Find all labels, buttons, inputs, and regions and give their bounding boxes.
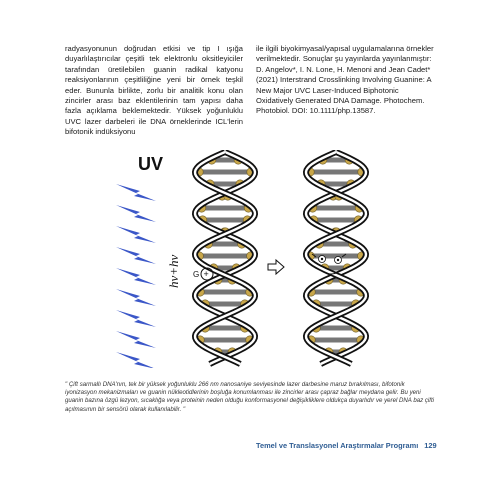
dna-figure <box>110 150 400 368</box>
uv-arrow-icon <box>116 289 156 306</box>
uv-arrow-icon <box>116 310 156 327</box>
uv-label: UV <box>138 154 164 174</box>
uv-arrow-icon <box>116 268 156 285</box>
figure-caption: " Çift sarmallı DNA'nın, tek bir yüksek yoğunluklu 266 nm nanosaniye seviyesinde lazer darbesine maruz bırakılması, bifotonik iyonizasyon mekanizmaları ve guanin nükleotidlerinin boşluğa konumlanması ile zincirler arası çapraz bağlar meydana gelir. Bu yeni guanin bazına özgü lezyon, sıcaklığa veya proteinin neden olduğu konformasyonel değişikliklere oldukça duyarlıdır ve yerel DNA baz çifti açılmasının bir sensörü olarak kullanılabilir. " <box>65 381 434 413</box>
program-title: Temel ve Translasyonel Araştırmalar Programı <box>256 441 419 450</box>
plus-label: + <box>203 269 209 279</box>
page-number: 129 <box>424 441 437 450</box>
photon-label: hν+hν <box>166 254 181 288</box>
uv-arrow-icon <box>116 226 156 243</box>
dna-helix-left-icon <box>195 152 255 364</box>
text-column-left: radyasyonunun doğrudan etkisi ve tip I ışığa duyarlılaştırıcılar çeşitli tek elektronlu oksitleyiciler tarafından üretilebilen guanin radikal katyonu reaksiyonlarının çeşitliliğine yeni bir örnek teşkil eder. Bununla birlikte, zorlu bir analitik konu olan zincirler arası baz eklentilerinin tam yapısı daha fazla açıklama beklemektedir. Yüksek yoğunluklu UVC lazer darbeleri ile DNA örneklerinde ICL'lerin bifotonik indüksiyonu <box>65 44 243 137</box>
arrow-right-icon <box>268 260 284 274</box>
uv-arrow-icon <box>116 184 156 201</box>
page-footer <box>256 441 437 450</box>
guanine-label: G <box>193 270 200 279</box>
uv-arrow-icon <box>116 247 156 264</box>
uv-arrows-icon <box>116 184 156 368</box>
uv-arrow-icon <box>116 205 156 222</box>
uv-arrow-icon <box>116 352 156 368</box>
uv-arrow-icon <box>116 331 156 348</box>
text-column-right: ile ilgili biyokimyasal/yapısal uygulamalarına örnekler verilmektedir. Sonuçlar şu yayınlarda yayınlanmıştır: D. Angelov*, I. N. Lone, H. Menoni and Jean Cadet* (2021) Interstrand Crosslinking Involving Guanine: A New Major UVC Laser-Induced Biphotonic Oxidatively Generated DNA Damage. Photochem. Photobiol. DOI: 10.1111/php.13587. <box>256 44 434 116</box>
